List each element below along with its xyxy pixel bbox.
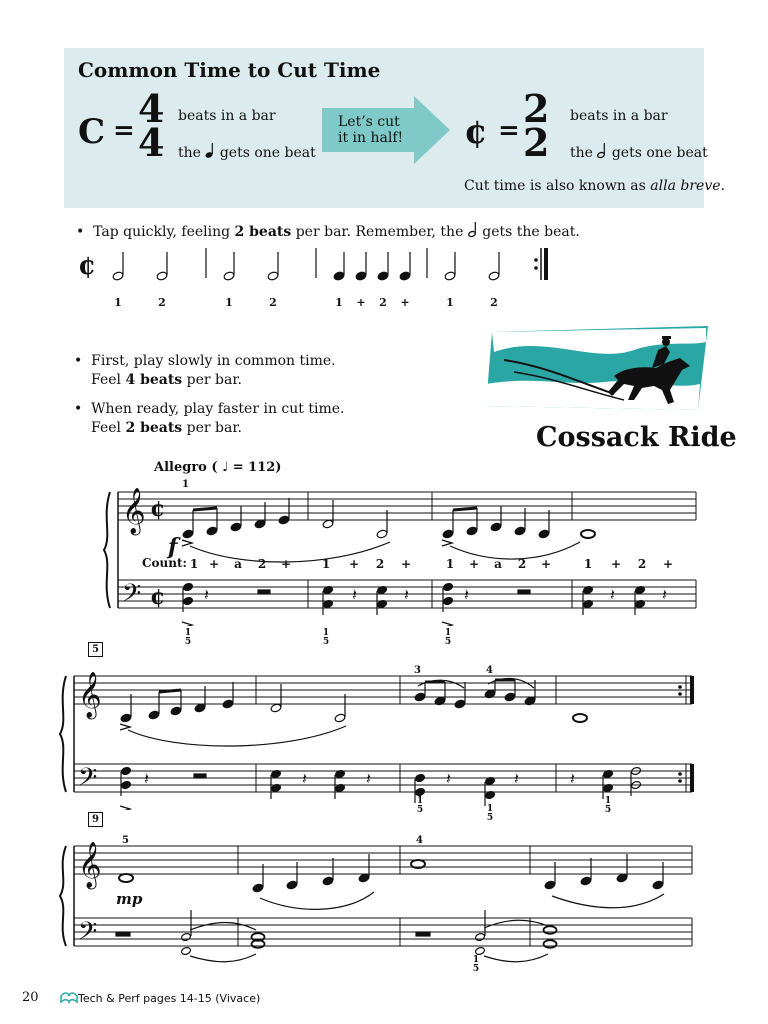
arrow-line2: it in half!	[338, 130, 404, 146]
count-item: 2	[517, 557, 527, 571]
svg-text:𝄽: 𝄽	[514, 769, 519, 788]
finger-number: 1	[182, 479, 189, 490]
arrow-text	[338, 114, 403, 146]
cut-time-symbol: ¢	[464, 112, 488, 152]
count-item: 1	[189, 557, 199, 571]
beats-in-bar-label: beats in a bar	[178, 108, 276, 124]
svg-text:𝄽: 𝄽	[144, 769, 149, 788]
rhythm-notes	[112, 252, 500, 281]
instruction-2	[74, 400, 344, 438]
instruction-1	[74, 352, 344, 390]
count-item: +	[280, 557, 292, 571]
instr2-pre: Feel	[91, 420, 121, 436]
finger-chord: 1 5	[472, 955, 480, 974]
time-sig-2-2	[523, 86, 550, 165]
bullet: •	[74, 353, 83, 369]
count-item: 1	[321, 557, 331, 571]
quarter-gets-beat-label	[178, 143, 316, 161]
time-sig-top: 4	[138, 86, 165, 131]
note-italic: alla breve.	[650, 178, 725, 194]
finger-chord: 1 5	[486, 804, 494, 823]
svg-text:𝄞: 𝄞	[78, 672, 102, 718]
finger-number: 4	[486, 665, 493, 676]
count-item: +	[208, 557, 220, 571]
finger-chord: 1 5	[184, 628, 192, 647]
svg-text:𝄢: 𝄢	[78, 917, 98, 952]
instruction-list	[74, 352, 344, 438]
bullet: •	[74, 401, 83, 417]
finger-chord: 1 5	[604, 796, 612, 815]
tempo-word: Allegro	[154, 460, 207, 475]
time-sig-bottom: 4	[138, 120, 165, 165]
measure-number: 5	[88, 642, 103, 657]
svg-text:𝄢: 𝄢	[122, 579, 142, 614]
bullet: •	[76, 224, 85, 240]
label-pre: the	[570, 145, 593, 161]
tap-count: 2	[158, 296, 166, 309]
tempo-marking	[154, 460, 281, 475]
tap-count: 1	[225, 296, 233, 309]
measure-number: 9	[88, 812, 103, 827]
piece-title: Cossack Ride	[536, 422, 737, 453]
tap-instruction	[76, 222, 580, 242]
instr-post: gets the beat.	[482, 224, 580, 240]
count-item: +	[540, 557, 552, 571]
half-note-icon	[597, 143, 607, 159]
tap-count: +	[356, 296, 366, 309]
count-item: +	[662, 557, 674, 571]
tap-count: 1	[446, 296, 454, 309]
cut-beats-label: beats in a bar	[570, 108, 668, 124]
svg-text:¢: ¢	[78, 251, 97, 281]
instr1-post: per bar.	[186, 372, 242, 388]
page-number: 20	[22, 990, 39, 1005]
label-post: gets one beat	[219, 145, 316, 161]
count-label: Count:	[142, 556, 187, 570]
svg-text:𝄽: 𝄽	[446, 769, 451, 788]
svg-text:𝄽: 𝄽	[352, 585, 357, 604]
svg-text:𝄽: 𝄽	[302, 769, 307, 788]
svg-text:𝄽: 𝄽	[204, 585, 209, 604]
tap-count: 2	[379, 296, 387, 309]
half-note-icon	[468, 222, 478, 238]
label-pre: the	[178, 145, 201, 161]
instr1-line1: First, play slowly in common time.	[91, 353, 336, 369]
note-pre: Cut time is also known as	[464, 178, 646, 194]
tap-count: 1	[114, 296, 122, 309]
label-post: gets one beat	[611, 145, 708, 161]
instr-pre: Tap quickly, feeling	[93, 224, 231, 240]
finger-number: 3	[414, 665, 421, 676]
finger-chord: 1 5	[322, 628, 330, 647]
finger-number: 4	[416, 835, 423, 846]
count-item: +	[400, 557, 412, 571]
svg-text:𝄽: 𝄽	[404, 585, 409, 604]
count-item: 2	[257, 557, 267, 571]
dynamic-forte: f	[168, 534, 178, 560]
svg-text:𝄽: 𝄽	[570, 769, 575, 788]
count-item: 1	[583, 557, 593, 571]
box-title: Common Time to Cut Time	[78, 58, 381, 82]
instr-mid: per bar. Remember, the	[295, 224, 464, 240]
cross-reference-link[interactable]: Tech & Perf pages 14-15 (Vivace)	[78, 992, 261, 1005]
svg-text:𝄽: 𝄽	[662, 585, 667, 604]
rhythm-line	[70, 240, 560, 290]
tempo-value: ( ♩ = 112)	[211, 460, 282, 475]
instr1-bold: 4 beats	[125, 372, 183, 388]
finger-number: 5	[122, 835, 129, 846]
count-item: a	[234, 557, 242, 571]
count-item: a	[494, 557, 502, 571]
instr-bold: 2 beats	[234, 224, 292, 240]
equals-sign: =	[113, 116, 135, 146]
count-item: +	[468, 557, 480, 571]
finger-chord: 1 5	[416, 796, 424, 815]
tap-count: 2	[490, 296, 498, 309]
svg-text:𝄽: 𝄽	[610, 585, 615, 604]
tap-count: +	[400, 296, 410, 309]
half-gets-beat-label	[570, 143, 708, 161]
music-system-3	[56, 830, 698, 970]
alla-breve-note	[464, 178, 725, 194]
equals-sign-2: =	[498, 116, 520, 146]
tap-count: 2	[269, 296, 277, 309]
svg-text:𝄞: 𝄞	[78, 842, 102, 888]
time-sig-4-4	[138, 86, 165, 165]
instr2-line1: When ready, play faster in cut time.	[91, 401, 345, 417]
time-sig-bottom: 2	[523, 120, 550, 165]
book-link-icon	[60, 990, 78, 1004]
svg-text:¢: ¢	[150, 496, 166, 522]
finger-chord: 1 5	[444, 628, 452, 647]
common-time-symbol: C	[78, 112, 106, 152]
svg-text:𝄽: 𝄽	[464, 585, 469, 604]
horse-rider-illustration	[484, 324, 708, 412]
count-item: 2	[375, 557, 385, 571]
count-item: 1	[445, 557, 455, 571]
svg-text:𝄢: 𝄢	[78, 763, 98, 798]
time-sig-top: 2	[523, 86, 550, 131]
music-system-2	[56, 660, 698, 810]
tap-count: 1	[335, 296, 343, 309]
quarter-note-icon	[205, 143, 215, 159]
svg-text:¢: ¢	[150, 584, 166, 610]
instr1-pre: Feel	[91, 372, 121, 388]
svg-text:𝄽: 𝄽	[366, 769, 371, 788]
count-item: +	[348, 557, 360, 571]
count-item: +	[610, 557, 622, 571]
music-system-1	[100, 476, 700, 626]
instr2-post: per bar.	[186, 420, 242, 436]
dynamic-mezzo-piano: mp	[116, 890, 143, 908]
instr2-bold: 2 beats	[125, 420, 183, 436]
arrow-line1: Let’s cut	[338, 114, 400, 130]
svg-text:𝄞: 𝄞	[122, 488, 146, 534]
count-item: 2	[637, 557, 647, 571]
